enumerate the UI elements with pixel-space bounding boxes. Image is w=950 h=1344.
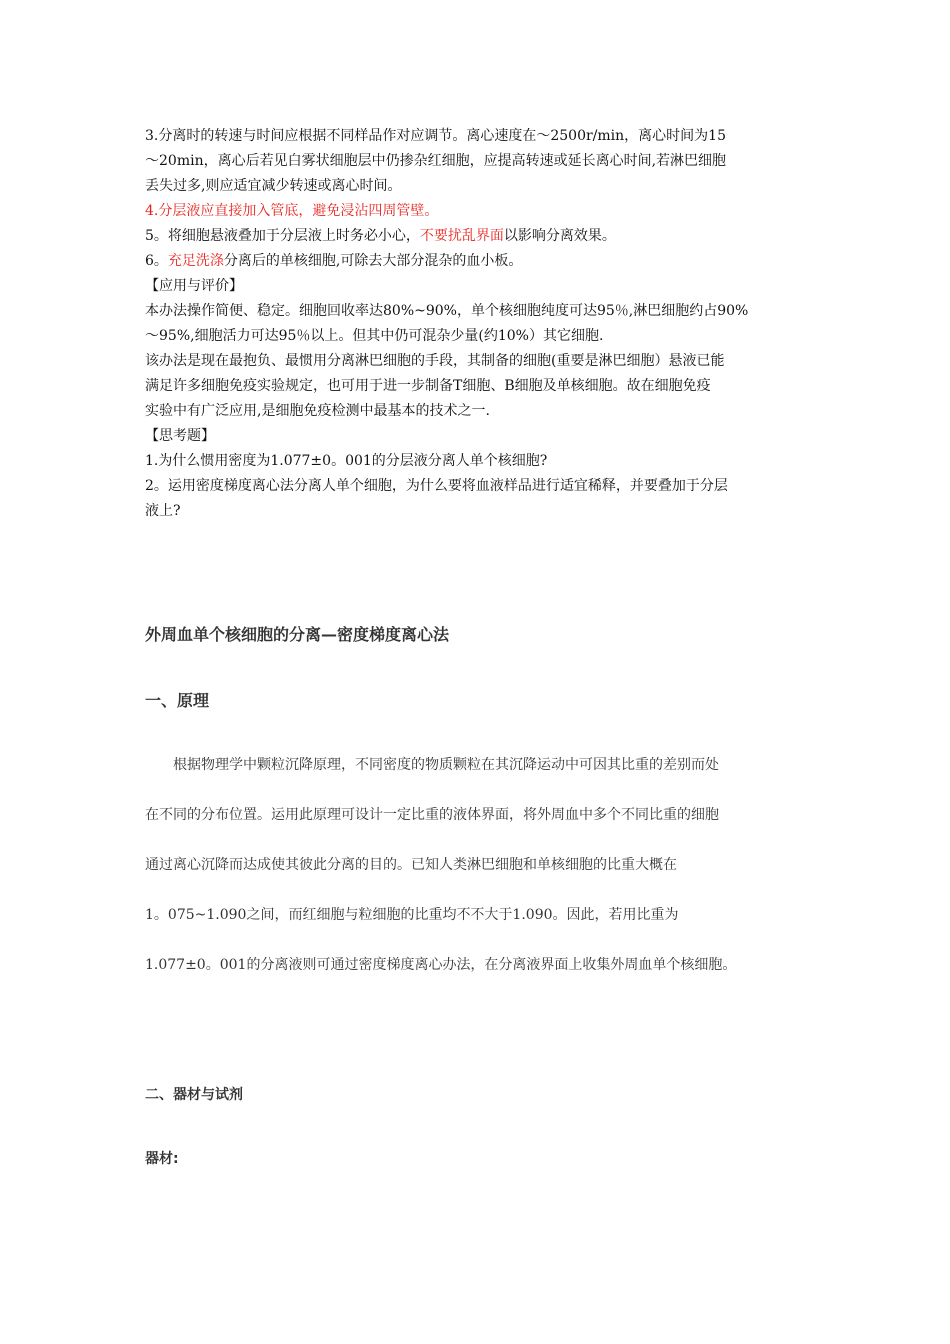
- note-item-6-number: 6。: [145, 253, 168, 269]
- note-item-5-highlight: 不要扰乱界面: [419, 228, 504, 244]
- note-item-5-text: 5。将细胞悬液叠加于分层液上时务必小心，: [145, 228, 420, 244]
- note-item-6-highlight: 充足洗涤: [167, 253, 224, 269]
- note-item-6: [145, 249, 813, 274]
- questions-heading: 【思考题】: [145, 428, 215, 444]
- section-2-title: 二、器材与试剂: [145, 1087, 243, 1103]
- evaluation-paragraph-2-line-1: 该办法是现在最抱负、最惯用分离淋巴细胞的手段，其制备的细胞(重要是淋巴细胞）悬液已能: [145, 353, 725, 369]
- question-2-line-2: 液上?: [145, 503, 181, 519]
- note-item-3-line-3: 丢失过多,则应适宜减少转速或离心时间。: [145, 178, 402, 194]
- question-1: 1.为什么惯用密度为1.077±0。001的分层液分离人单个核细胞?: [145, 453, 548, 469]
- principle-line: 在不同的分布位置。运用此原理可设计一定比重的液体界面，将外周血中多个不同比重的细胞: [145, 807, 719, 823]
- note-item-6-text: 分离后的单核细胞,可除去大部分混杂的血小板。: [223, 253, 523, 269]
- note-item-4: 4.分层液应直接加入管底，避免浸沾四周管壁。: [145, 203, 439, 219]
- evaluation-paragraph-2-line-2: 满足许多细胞免疫实验规定，也可用于进一步制备T细胞、B细胞及单核细胞。故在细胞免疫: [145, 378, 711, 394]
- evaluation-heading: 【应用与评价】: [145, 278, 243, 294]
- section-1-title: 一、原理: [145, 691, 210, 710]
- evaluation-paragraph-1-line-2: ～95%,细胞活力可达95％以上。但其中仍可混杂少量(约10%）其它细胞.: [145, 328, 604, 344]
- equipment-label: 器材:: [145, 1151, 179, 1167]
- principle-line: 1。075~1.090之间，而红细胞与粒细胞的比重均不不大于1.090。因此，若用比重为: [145, 907, 679, 923]
- principle-paragraph: [145, 751, 813, 1001]
- principle-line: 根据物理学中颗粒沉降原理，不同密度的物质颗粒在其沉降运动中可因其比重的差别而处: [145, 757, 719, 773]
- evaluation-paragraph-1-line-1: 本办法操作简便、稳定。细胞回收率达80%~90%，单个核细胞纯度可达95％,淋巴细胞约占90%: [145, 303, 749, 319]
- note-item-5: [145, 224, 813, 249]
- notes-section: [145, 124, 813, 524]
- note-item-3-line-1: 3.分离时的转速与时间应根据不同样品作对应调节。离心速度在～2500r/min，离心时间为15: [145, 128, 726, 144]
- principle-line: 1.077±0。001的分离液则可通过密度梯度离心办法，在分离液界面上收集外周血单个核细胞。: [145, 957, 737, 973]
- principle-line: 通过离心沉降而达成使其彼此分离的目的。已知人类淋巴细胞和单核细胞的比重大概在: [145, 857, 677, 873]
- article-title: 外周血单个核细胞的分离—密度梯度离心法: [145, 625, 450, 644]
- note-item-5-tail: 以影响分离效果。: [503, 228, 616, 244]
- note-item-3-line-2: ～20min，离心后若见白雾状细胞层中仍掺杂红细胞，应提高转速或延长离心时间,若淋巴细胞: [145, 153, 727, 169]
- question-2-line-1: 2。运用密度梯度离心法分离人单个细胞，为什么要将血液样品进行适宜稀释，并要叠加于分层: [145, 478, 728, 494]
- evaluation-paragraph-2-line-3: 实验中有广泛应用,是细胞免疫检测中最基本的技术之一.: [145, 403, 490, 419]
